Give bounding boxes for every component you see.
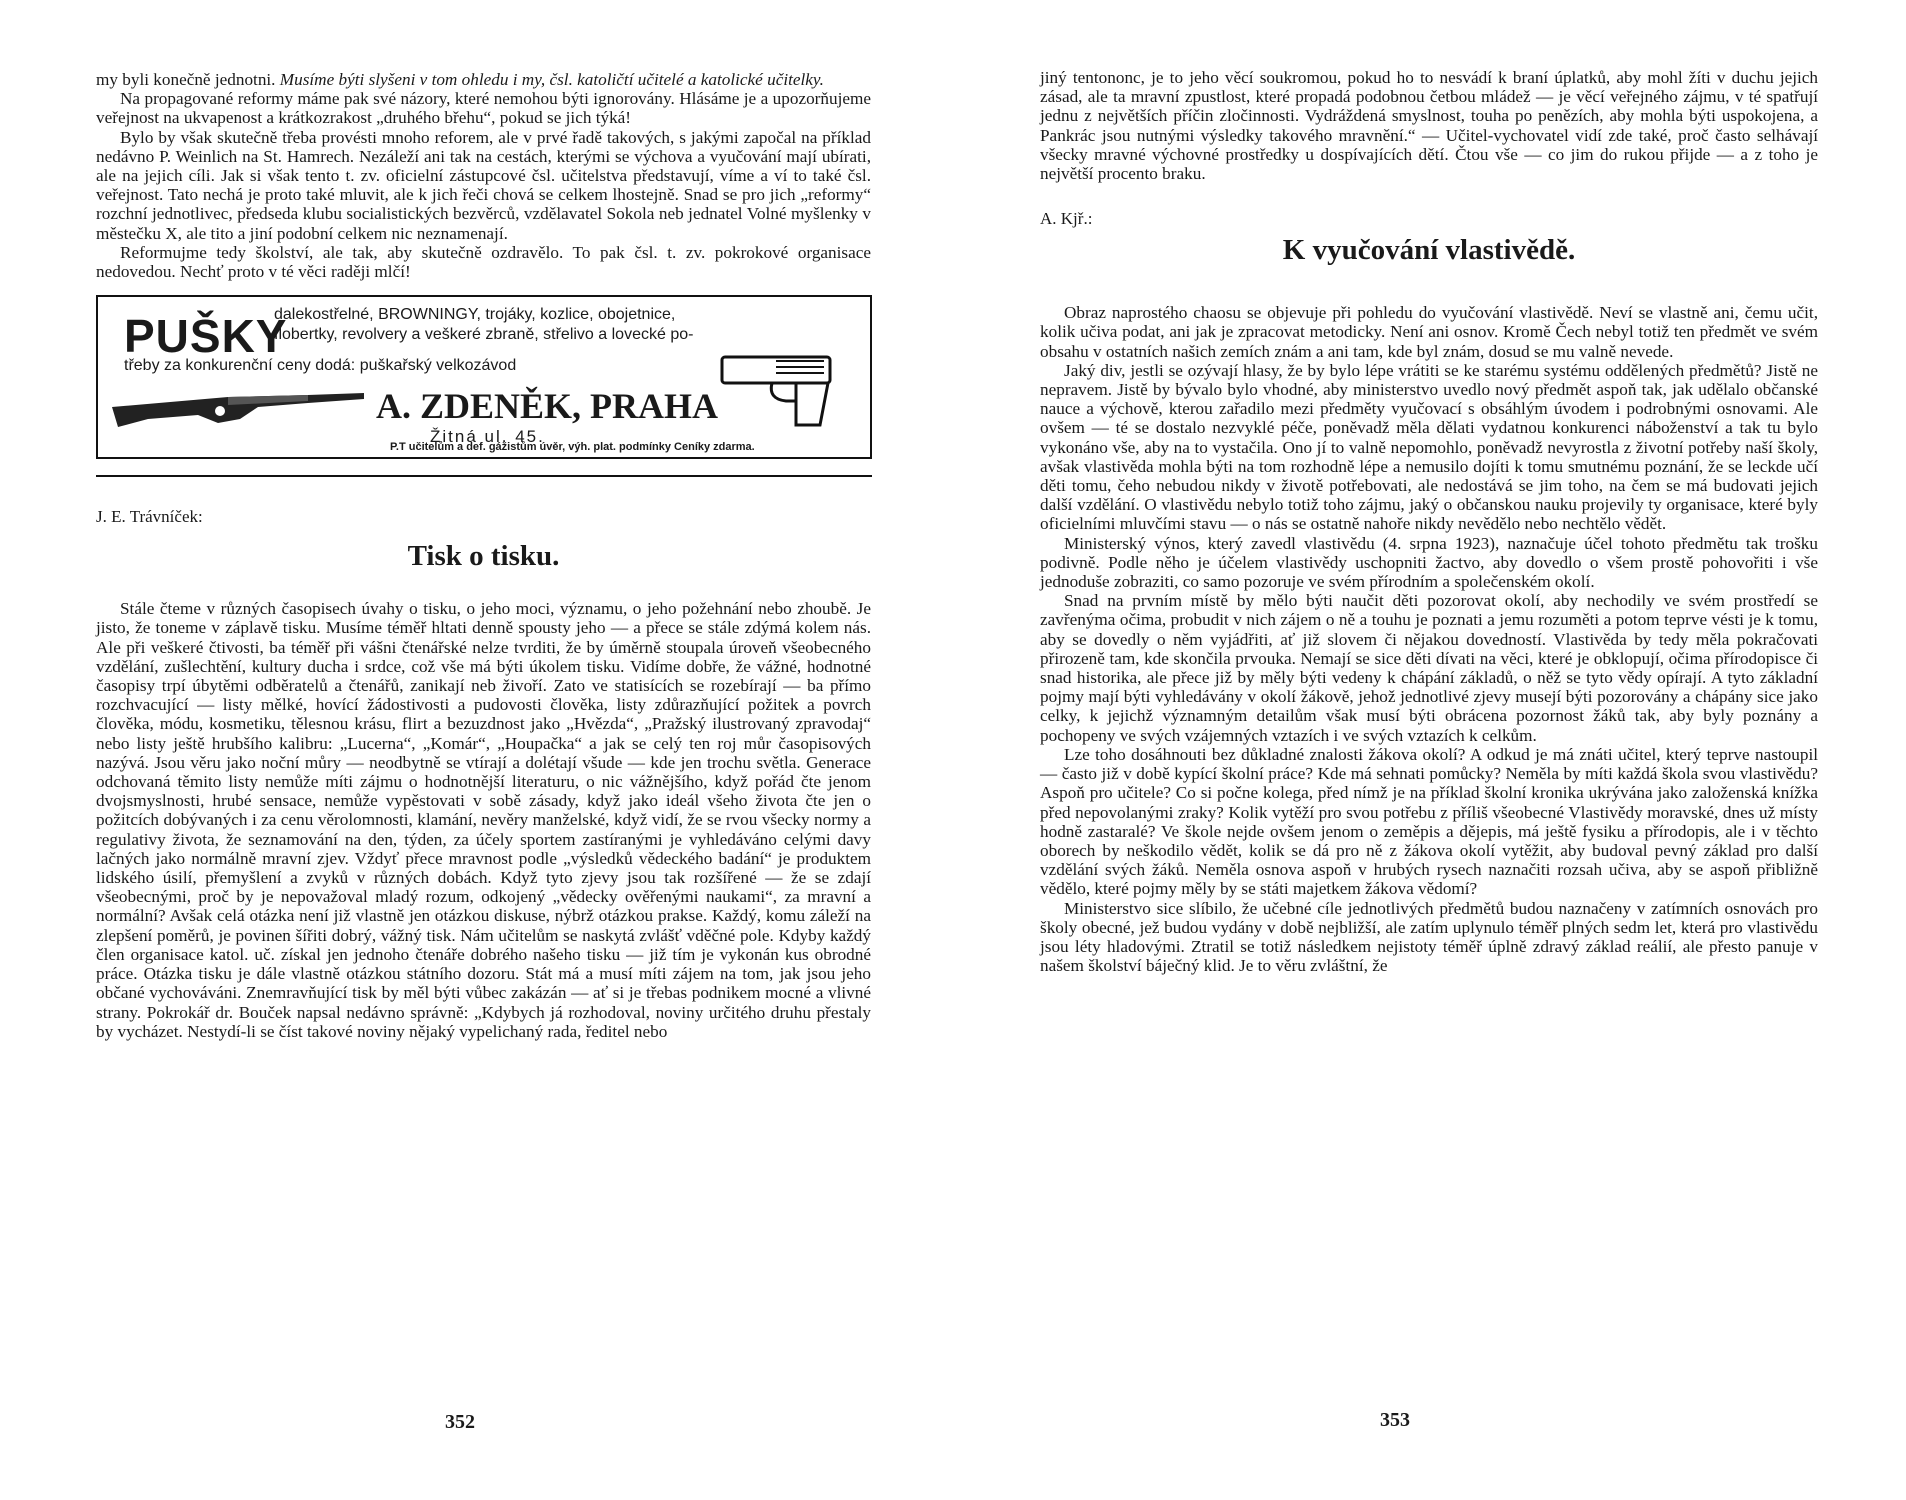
left-top-paragraph-2: Na propagované reformy máme pak své názory, které nemohou býti ignorovány. Hlásáme je a upozorňujeme veřejnost na ukvapenost a krátkozrakost „druhého břehu“, pokud se jich týká! (96, 89, 871, 128)
ad-text-line-2: flobertky, revolvery a veškeré zbraně, střelivo a lovecké po- (274, 326, 694, 344)
ad-headline: PUŠKY (124, 310, 288, 363)
left-top-paragraph-4: Reformujme tedy školství, ale tak, aby skutečně ozdravělo. To pak čsl. t. zv. pokrokové organisace nedovedou. Nechť proto v té věci raději mlčí! (96, 242, 871, 282)
pistol-illustration (716, 349, 836, 429)
ad-text-line-3: třeby za konkurenční ceny dodá: puškařský velkozávod (124, 357, 517, 375)
ad-company-name: A. ZDENĚK, PRAHA (376, 386, 719, 427)
continuation-paragraph: jiný tentononc, je to jeho věcí soukromou, pokud ho to nesvádí k braní úplatků, aby mohl žíti v duchu jejich zásad, ale ta mravní zpustlost, které propadá podobnou četbou mládež — je věcí veřejného zájmu, v té spatřují jednu z největších příčin zločinnosti. Vydráždená smyslnost, touha po penězích, aby mohla býti uspokojena, a Pankrác jsou nutnými výsledky takového mravnění.“ — Učitel-vychovatel vidí zde také, proč často selhávají všecky mravné výchovné prostředky u dospívajících dětí. Čtou vše — co jim do rukou přijde — a z toho je největší procento braku. (1040, 68, 1818, 184)
left-column (96, 70, 871, 1041)
article-body-paragraph: Ministerský výnos, který zavedl vlastivědu (4. srpna 1923), naznačuje účel tohoto předmětu tak trošku podivně. Podle něho je účelem vlastivědy uschopniti žactvo, aby dovedlo o všem prostě pohovořiti i vše jednoduše zobraziti, co samo pozoruje ve svém přírodním a společenském okolí. (1040, 533, 1818, 592)
article-title: Tisk o tisku. (407, 540, 560, 573)
page-number: 353 (1380, 1409, 1410, 1431)
left-top-paragraph-1: my byli konečně jednotni. Musíme býti slyšeni v tom ohledu i my, čsl. katoličtí učitelé a katolické učitelky. (96, 70, 824, 89)
article-author: A. Kjř.: (1040, 209, 1093, 229)
article-title: K vyučování vlastivědě. (1282, 234, 1576, 267)
article-author: J. E. Trávníček: (96, 507, 203, 527)
ad-address: Žitná ul. 45. (430, 427, 545, 447)
article-body-paragraph: Jaký div, jestli se ozývají hlasy, že by bylo lépe vrátiti se ke starému systému oddělených předmětů? Jistě ne nepravem. Jistě by bývalo bylo vhodné, aby ministerstvo uvedlo nový předmět aspoň tak, jak udělalo občanské nauce a výchově, kterou zařadilo mezi předměty vyučovací s obsáhlým úvodem i podrobnými osnovami. Ale ovšem — té se dostalo nezvyklé péče, poněvadž měla dělati vydatnou konkurenci náboženství a tak tu bylo vykonáno vše, aby na to vystačila. Ono jí to valně nepomohlo, poněvadž nevyrostla z životní potřeby naší školy, avšak vlastivěda mohla býti na tom rozhodně lépe a nemusilo dojíti k tomu smutnému poznání, že se leckde učí děti tomu, čeho nebudou nikdy v životě potřebovati, ale nedostává se jim toho, na čem se má budovati jejich další vzdělání. O vlastivědu nebylo totiž toho zájmu, jaký o občanskou nauku projevily ty organisace, které byly oficielními mluvčími stavu — o nás se ostatně nahoře nikdy nevědělo nebo nechtělo vědět. (1040, 360, 1818, 534)
right-column (1040, 68, 1818, 975)
ad-footer: P.T učitelům a def. gážistům úvěr, výh. plat. podmínky Ceníky zdarma. (390, 441, 755, 454)
ad-text-line-1: dalekostřelné, BROWNINGY, trojáky, kozlice, obojetnice, (274, 306, 676, 324)
article-body-paragraph: Obraz naprostého chaosu se objevuje při pohledu do vyučování vlastivědě. Neví se vlastně ani, čemu učit, kolik učiva podat, ani jak je zpracovat metodicky. Není ani osnov. Kromě Čech nebyl totiž ten předmět ve svém obsahu v ostatních našich zemích znám a ani tam, kde byl znám, dosud se mu valně nevede. (1040, 303, 1818, 361)
right-page (953, 0, 1906, 1500)
left-top-paragraph-3: Bylo by však skutečně třeba provésti mnoho reforem, ale v prvé řadě takových, s jakými započal na příklad nedávno P. Weinlich na St. Hamrech. Nezáleží ani tak na cestách, kterými se výchova a vyučování mají ubírati, ale na jejich cíli. Jak si však tento t. zv. oficielní zástupcové čsl. učitelstva představují, víme a ví to také čsl. veřejnost. Tato nechá je proto také mluvit, ale k jich řeči chová se celkem lhostejně. Snad se pro jich „reformy“ rozchní jednotlivec, předseda klubu socialistických bezvěrců, vzdělavatel Sokola neb jednatel Volné myšlenky v městečku X, ale tito a jiní podobní celkem nic neznamenají. (96, 127, 871, 243)
article-body-paragraph: Snad na prvním místě by mělo býti naučit děti pozorovat okolí, aby nechodily ve svém prostředí se zavřenýma očima, probudit v nich zájem o ně a touhu je poznati a jemu rozuměti a potom teprve vésti je k tomu, aby se dovedly o něm vyjádřiti, ať již slovem či nějakou dovedností. Vlastivěda by tedy měla pokračovati přirozeně tam, kde skončila prvouka. Nemají se sice děti dívati na věci, které je obklopují, očima přírodopisce či snad historika, ale přece již by měly býti vedeny k chápání základů, o něž se tyto vědy opírají. A tyto základní pojmy mají býti vyhledávány v okolí žákově, jehož jednotlivé zjevy musejí býti pozorovány a chápány sice jako celky, k jejichž významným detailům však musí býti obrácena pozornost žáků tak, aby byly poznány a pochopeny ve svých vzájemných vztazích i ve svých vztazích k celkům. (1040, 591, 1818, 745)
article-body-paragraph: Lze toho dosáhnouti bez důkladné znalosti žákova okolí? A odkud je má znáti učitel, který teprve nastoupil — často již v době kypící školní práce? Kde má sehnati pomůcky? Neměla by míti každá škola svou vlastivědu? Aspoň pro učitele? Co si počne kolega, před nímž je na příklad školní kronika ukrývána jako založenská knížka před nepovolanými zraky? Kolik vytěží pro svou potřebu z příliš všeobecné Vlastivědy moravské, dnes už místy hodně zastaralé? Ve škole nejde ovšem jenom o zeměpis a dějepis, má ještě fysiku a přírodopis, ale i v těchto oborech by neškodilo vědět, kolik se dá pro ně z žákova okolí vytěžit, aby budoval pevný základ pro další vzdělání svých žáků. Neměla osnova aspoň v hrubých rysech naznačiti rozsah učiva, aby se aspoň přibližně vědělo, které pojmy měly by se státi majetkem žákova vědomí? (1040, 744, 1818, 899)
rifle-illustration (108, 379, 368, 439)
divider-line (96, 475, 872, 477)
page-number: 352 (445, 1411, 475, 1433)
article-body-paragraph: Stále čteme v různých časopisech úvahy o tisku, o jeho moci, významu, o jeho požehnání nebo zhoubě. Je jisto, že toneme v záplavě tisku. Musíme téměř hltati denně spousty jeho — a přece se stále zdýmá kolem nás. Ale při veškeré čtivosti, ba téměř při vášni čtenářské nelze tvrditi, že by úměrně stoupala úroveň všeobecného vzdělání, zušlechtění, kultury ducha i srdce, což vše má býti úkolem tisku. Vidíme dobře, že vážné, hodnotné časopisy trpí úbytěmi odběratelů a čtenářů, zanikají neb živoří. Zato ve statisících se rozebírají — ba přímo rozchvacující — listy mělké, hovící žádostivosti a pudovosti člověka, listy zdůrazňující požitek a povrch člověka, módu, kosmetiku, tělesnou krásu, flirt a bezuzdnost jako „Hvězda“, „Pražský ilustrovaný zpravodaj“ nebo listy ještě hrubšího kalibru: „Lucerna“, „Komár“, „Houpačka“ a jak se celý ten roj můr časopisových nazývá. Jsou věru jako noční můry — neodbytně se vtírají a dolétají všude — kde jen trochu světla. Generace odchovaná těmito listy nemůže míti zájmu o hodnotnější literaturu, o nic vážnějšího, když pořád čte jenom dvojsmyslnosti, hrubé sensace, nemůže vypěstovati v sobě zásady, když jako ideál všeho života čte jen o požitcích dobývaných i za cenu věrolomnosti, klamání, nevěry manželské, když vidí, že se rvou všecky normy a regulativy života, že seznamování na den, týden, za účely sportem zastíranými je vyhledáváno celými davy lačných jako normálně mravní zjev. Vždyť přece mravnost podle „výsledků vědeckého badání“ je produktem lidského úsilí, přemyšlení a zvyků v různých dobách. Když tyto zjevy jsou tak rozšířené — že se zdají všeobecnými, proč by je nepovažoval mladý rozum, odkojený „vědecky ověřenými naukami“, za mravní a normální? Avšak celá otázka není již vlastně jen otázkou diskuse, nýbrž otázkou prakse. Každý, komu záleží na zlepšení poměrů, je povinen šířiti dobrý, vážný tisk. Nám učitelům se naskytá zvlášť vděčné pole. Kdyby každý člen organisace katol. uč. získal jen jednoho čtenáře dobrého našeho tisku — již tím je vykonán kus obrodné práce. Otázka tisku je dále vlastně otázkou státního dozoru. Stát má a musí míti zájem na tom, jak jsou jeho občané vychováváni. Znemravňující tisk by měl býti vůbec zakázán — ať si je třebas podnikem mocné a vlivné strany. Pokrokář dr. Bouček napsal nedávno správně: „Kdybych já rozhodoval, noviny určitého druhu přestaly by vycházet. Nestydí-li se číst takové noviny nějaký vypelichaný rada, ředitel nebo (96, 599, 871, 1041)
article-body-paragraph: Ministerstvo sice slíbilo, že učebné cíle jednotlivých předmětů budou naznačeny v zatímních osnovách pro školy obecné, jež budou vydány v době nejbližší, ale zatím uplynulo téměř plných sedm let, která pro vlastivědu jsou léty hladovými. Ztratil se totiž následkem nejistoty téměř úplně zdravý základ reálií, ale přesto panuje v našem školství báječný klid. Je to věru zvláštní, že (1040, 898, 1818, 976)
advertisement-box (96, 295, 872, 459)
